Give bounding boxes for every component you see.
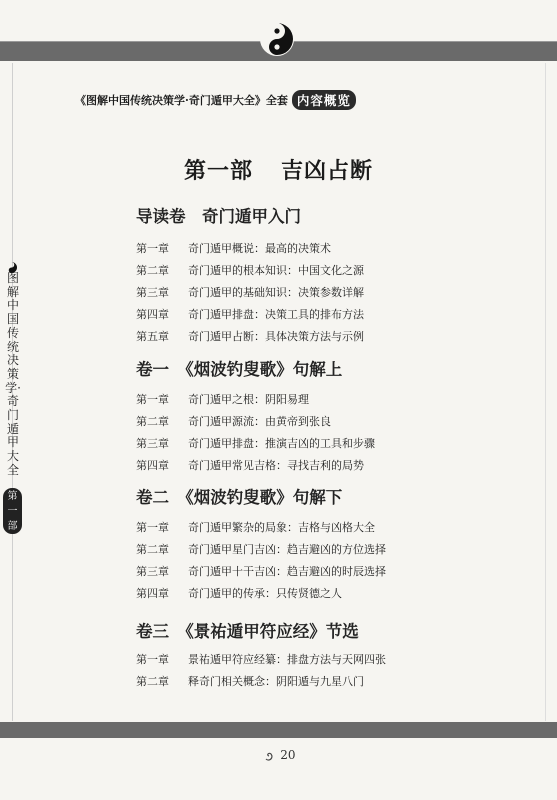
- volume-title: 导读卷 奇门遁甲入门: [136, 207, 301, 226]
- volume-one: [136, 358, 516, 477]
- volume-two: [136, 486, 516, 605]
- chapter-item: 第五章 奇门遁甲占断：具体决策方法与示例: [136, 330, 364, 343]
- chapter-item: 第二章 奇门遁甲星门吉凶：趋吉避凶的方位选择: [136, 543, 386, 556]
- swirl-ornament-icon: [264, 750, 276, 762]
- volume-title: 卷二 《烟波钓叟歌》句解下: [136, 488, 343, 507]
- series-header: [75, 89, 375, 111]
- volume-title: 卷一 《烟波钓叟歌》句解上: [136, 360, 343, 379]
- page-number: [250, 748, 310, 762]
- overview-badge: 内容概览: [292, 90, 356, 110]
- bottom-banner-bar: [0, 722, 557, 738]
- page-number-text: 20: [280, 748, 296, 762]
- chapter-item: 第三章 奇门遁甲的基础知识：决策参数详解: [136, 286, 364, 299]
- volume-title: 卷三 《景祐遁甲符应经》节选: [136, 622, 359, 641]
- part-label: 第一部: [183, 158, 253, 184]
- part-name: 吉凶占断: [281, 158, 374, 184]
- chapter-item: 第一章 景祐遁甲符应经纂：排盘方法与天网四张: [136, 653, 386, 666]
- series-title: 《图解中国传统决策学·奇门遁甲大全》全套: [75, 94, 288, 107]
- chapter-item: 第三章 奇门遁甲十干吉凶：趋吉避凶的时辰选择: [136, 565, 386, 578]
- chapter-item: 第四章 奇门遁甲排盘：决策工具的排布方法: [136, 308, 364, 321]
- chapter-item: 第二章 奇门遁甲的根本知识：中国文化之源: [136, 264, 364, 277]
- chapter-item: 第一章 奇门遁甲之根：阴阳易理: [136, 393, 309, 406]
- sidebar-series-title: 图解中国传统决策学·奇门遁甲大全: [5, 271, 21, 477]
- chapter-item: 第四章 奇门遁甲的传承：只传贤德之人: [136, 587, 342, 600]
- chapter-item: 第三章 奇门遁甲排盘：推演吉凶的工具和步骤: [136, 437, 375, 450]
- chapter-item: 第一章 奇门遁甲概说：最高的决策术: [136, 242, 331, 255]
- volume-guide: [136, 205, 516, 348]
- yin-yang-icon: [259, 21, 295, 57]
- chapter-item: 第二章 释奇门相关概念：阴阳遁与九星八门: [136, 675, 364, 688]
- sidebar-part-badge: 第一部: [3, 488, 22, 534]
- chapter-item: 第四章 奇门遁甲常见吉格：寻找吉利的局势: [136, 459, 364, 472]
- volume-three: [136, 620, 516, 693]
- chapter-item: 第二章 奇门遁甲源流：由黄帝到张良: [136, 415, 331, 428]
- chapter-item: 第一章 奇门遁甲繁杂的局象：吉格与凶格大全: [136, 521, 375, 534]
- part-title: [0, 154, 557, 185]
